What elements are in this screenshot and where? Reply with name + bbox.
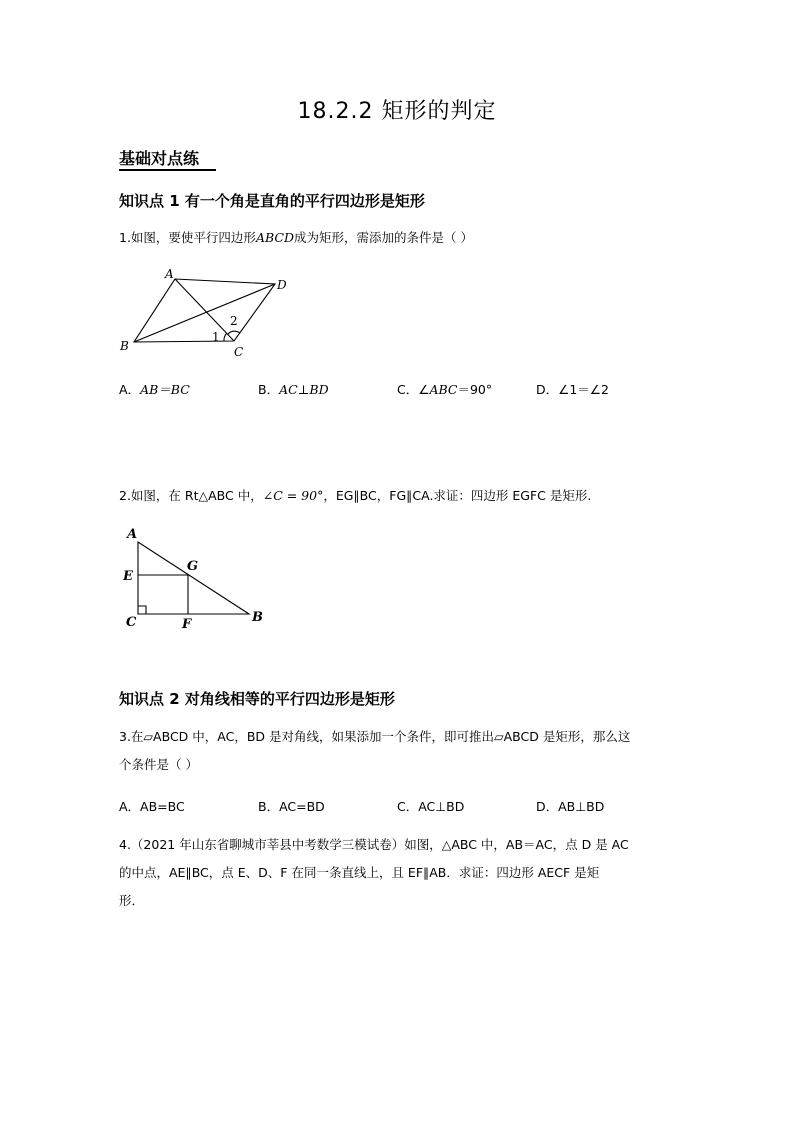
label-a: A [127,527,138,542]
angle-2-arc [228,331,240,334]
q3-option-c: C．AC⊥BD [397,799,465,814]
q1-option-c-value: ＝90° [457,382,493,397]
label-angle-1: 1 [212,330,220,344]
label-a: A [165,267,174,281]
question-4-line-3: 形． [119,893,145,908]
q1-option-c [397,380,492,398]
question-4-line-2: 的中点，AE∥BC，点 E、D、F 在同一条直线上，且 EF∥AB．求证：四边形 AECF 是矩 [119,865,600,880]
label-e: E [123,569,133,584]
diagonal-ac [175,279,234,341]
question-2-text-a: 2.如图，在 Rt△ABC 中， [119,488,263,503]
angle-1-arc [224,333,227,341]
label-c: C [126,615,137,630]
q3-option-b: B．AC=BD [258,799,325,814]
label-angle-2: 2 [230,314,238,328]
question-2-formula: ∠C = 90° [262,488,324,503]
label-c: C [234,345,244,359]
question-3-line-2: 个条件是（ ） [119,757,198,772]
knowledge-point-2: 知识点 2 对角线相等的平行四边形是矩形 [119,690,395,708]
q1-option-d: D．∠1＝∠2 [536,382,609,397]
right-triangle-figure [118,520,278,635]
label-b: B [252,610,263,625]
q1-option-c-var: ABC [429,382,458,397]
q3-option-d: D．AB⊥BD [536,799,605,814]
section-heading: 基础对点练 [119,149,200,168]
q3-option-a: A．AB=BC [119,799,185,814]
q1-option-a [119,380,190,398]
question-2 [119,484,591,508]
q1-option-b [258,380,329,398]
label-g: G [187,559,199,574]
label-d: D [277,278,287,292]
right-angle-mark [138,606,146,614]
q1-option-a-letter: A． [119,382,141,397]
question-1-text-after: 成为矩形，需添加的条件是（ ） [293,230,473,245]
triangle-outline [138,542,249,614]
question-1-var: ABCD [255,230,294,245]
label-f: F [182,617,192,632]
page-title: 18.2.2 矩形的判定 [297,99,497,124]
q1-option-b-letter: B． [258,382,280,397]
question-1-text-before: 1.如图，要使平行四边形 [119,230,256,245]
q1-option-b-text: AC⊥BD [279,382,329,397]
question-2-text-b: ，EG∥BC，FG∥CA.求证：四边形 EGFC 是矩形. [323,488,592,503]
q1-option-c-letter: C．∠ [397,382,430,397]
question-1 [119,226,473,250]
section-underline [119,169,216,171]
question-4-line-1: 4.（2021 年山东省聊城市莘县中考数学三模试卷）如图，△ABC 中，AB＝AC，点 D 是 AC [119,837,629,852]
question-3-line-1: 3.在▱ABCD 中，AC，BD 是对角线，如果添加一个条件，即可推出▱ABCD 是矩形，那么这 [119,729,631,744]
parallelogram-figure [114,262,294,362]
label-b: B [120,339,129,353]
q1-option-a-text: AB＝BC [140,382,190,397]
knowledge-point-1: 知识点 1 有一个角是直角的平行四边形是矩形 [119,192,425,210]
